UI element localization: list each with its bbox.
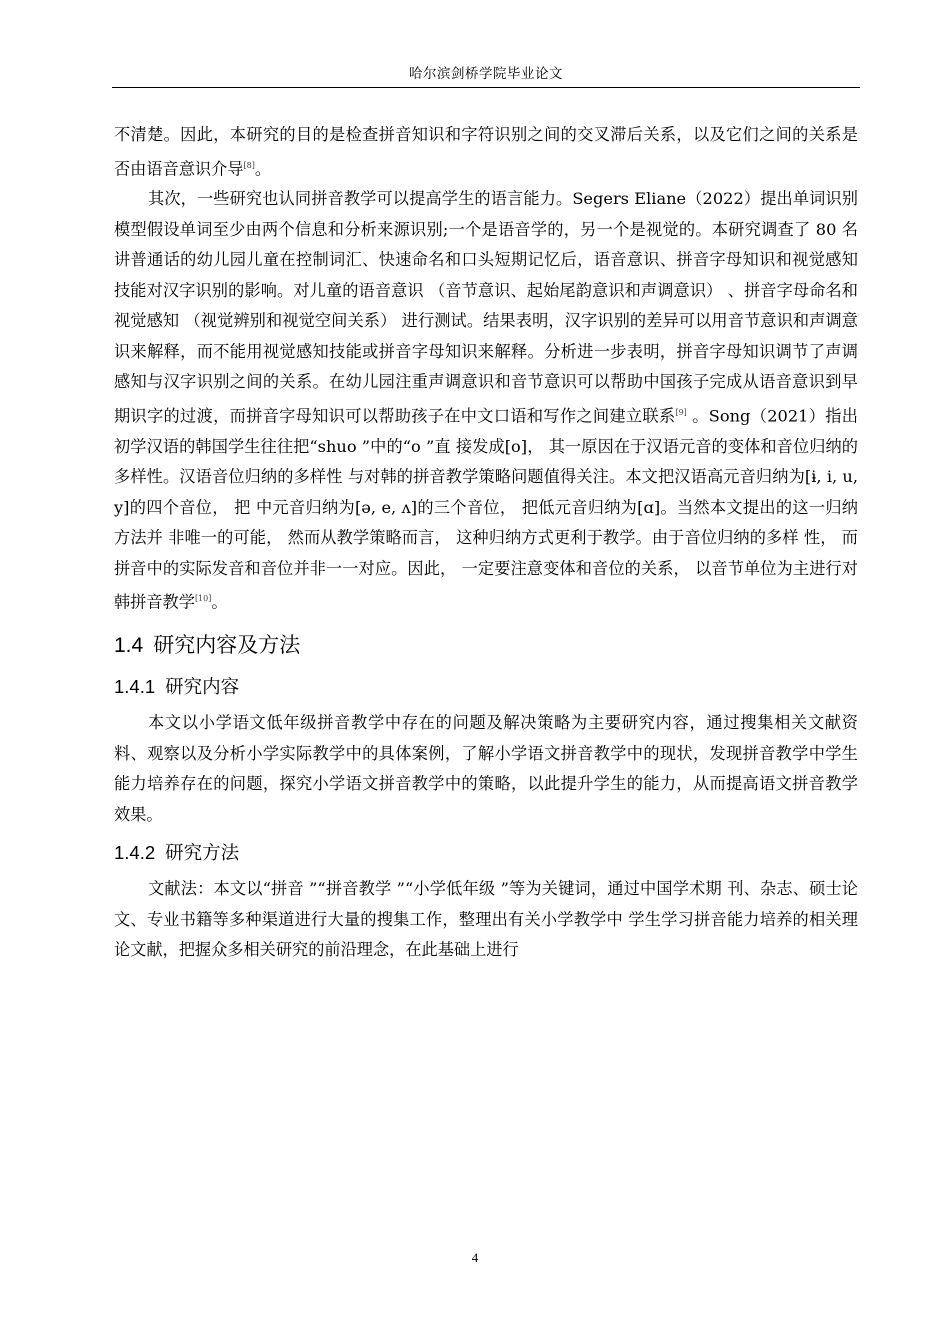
citation-10: [10]: [194, 594, 212, 604]
page-number: 4: [471, 1250, 479, 1265]
citation-9: [9]: [675, 407, 687, 417]
section-title: 研究内容及方法: [153, 634, 301, 658]
section-heading-1-4: [114, 628, 858, 664]
header-divider: [112, 87, 860, 88]
citation-8: [8]: [243, 160, 255, 170]
paragraph-2-part1: 其次，一些研究也认同拼音教学可以提高学生的语言能力。Segers Eliane（2022）提出单词识别模型假设单词至少由两个信息和分析来源识别;一个是语音学的，另一个是视觉的。本研究调查了 80 名讲普通话的幼儿园儿童在控制词汇、快速命名和口头短期记忆后，语音意识、拼音字母知识和视觉感知技能对汉字识别的影响。对儿童的语音意识 （音节意识、起始尾韵意识和声调意识） 、拼音字母命名和视觉感知 （视觉辨别和视觉空间关系） 进行测试。结果表明，汉字识别的差异可以用音节意识和声调意识来解释，而不能用视觉感知技能或拼音字母知识来解释。分析进一步表明，拼音字母知识调节了声调感知与汉字识别之间的关系。在幼儿园注重声调意识和音节意识可以帮助中国孩子完成从语音意识到早期识字的过渡，而拼音字母知识可以帮助孩子在中文口语和写作之间建立联系: [114, 189, 858, 426]
paragraph-3: 本文以小学语文低年级拼音教学中存在的问题及解决策略为主要研究内容，通过搜集相关文献资料、观察以及分析小学实际教学中的具体案例，了解小学语文拼音教学中的现状，发现拼音教学中学生能力培养存在的问题，探究小学语文拼音教学中的策略，以此提升学生的能力，从而提高语文拼音教学效果。: [114, 713, 858, 824]
subsection-heading-1-4-2: [114, 836, 858, 870]
subsection-title: 研究内容: [165, 676, 240, 698]
paragraph-2-end: 。: [211, 592, 228, 612]
paragraph-4: 文献法：本文以“拼音 ”“拼音教学 ”“小学低年级 ”等为关键词，通过中国学术期 刊、杂志、硕士论文、专业书籍等多种渠道进行大量的搜集工作，整理出有关小学教学中 学生学习拼音能力培养的相关理论文献，把握众多相关研究的前沿理念，在此基础上进行: [114, 879, 858, 960]
section-number: 1.4: [114, 634, 144, 658]
subsection-number: 1.4.2: [114, 842, 156, 864]
page-body: [114, 120, 858, 966]
paragraph-2-part2: 。Song（2021）指出初学汉语的韩国学生往往把“shuo ”中的“o ”直 接发成[o]， 其一原因在于汉语元音的变体和音位归纳的多样性。汉语音位归纳的多样性 与对韩的拼音教学策略问题值得关注。本文把汉语高元音归纳为[ɨ, i, u, y]的四个音位， 把 中元音归纳为[ə, e, ʌ]的三个音位， 把低元音归纳为[ɑ]。当然本文提出的这一归纳方法并 非唯一的可能， 然而从教学策略而言， 这种归纳方式更利于教学。由于音位归纳的多样 性， 而拼音中的实际发音和音位并非一一对应。因此， 一定要注意变体和音位的关系， 以音节单位为主进行对韩拼音教学: [114, 406, 858, 612]
paragraph-1: [114, 120, 858, 184]
paragraph-2: [114, 184, 858, 618]
paragraph-1-text: 不清楚。因此，本研究的目的是检查拼音知识和字符识别之间的交叉滞后关系，以及它们之间的关系是否由语音意识介导: [114, 125, 858, 178]
subsection-title: 研究方法: [165, 842, 240, 864]
subsection-number: 1.4.1: [114, 676, 156, 698]
running-header: 哈尔滨剑桥学院毕业论文: [409, 66, 563, 82]
paragraph-1-end: 。: [254, 158, 272, 178]
subsection-heading-1-4-1: [114, 670, 858, 704]
